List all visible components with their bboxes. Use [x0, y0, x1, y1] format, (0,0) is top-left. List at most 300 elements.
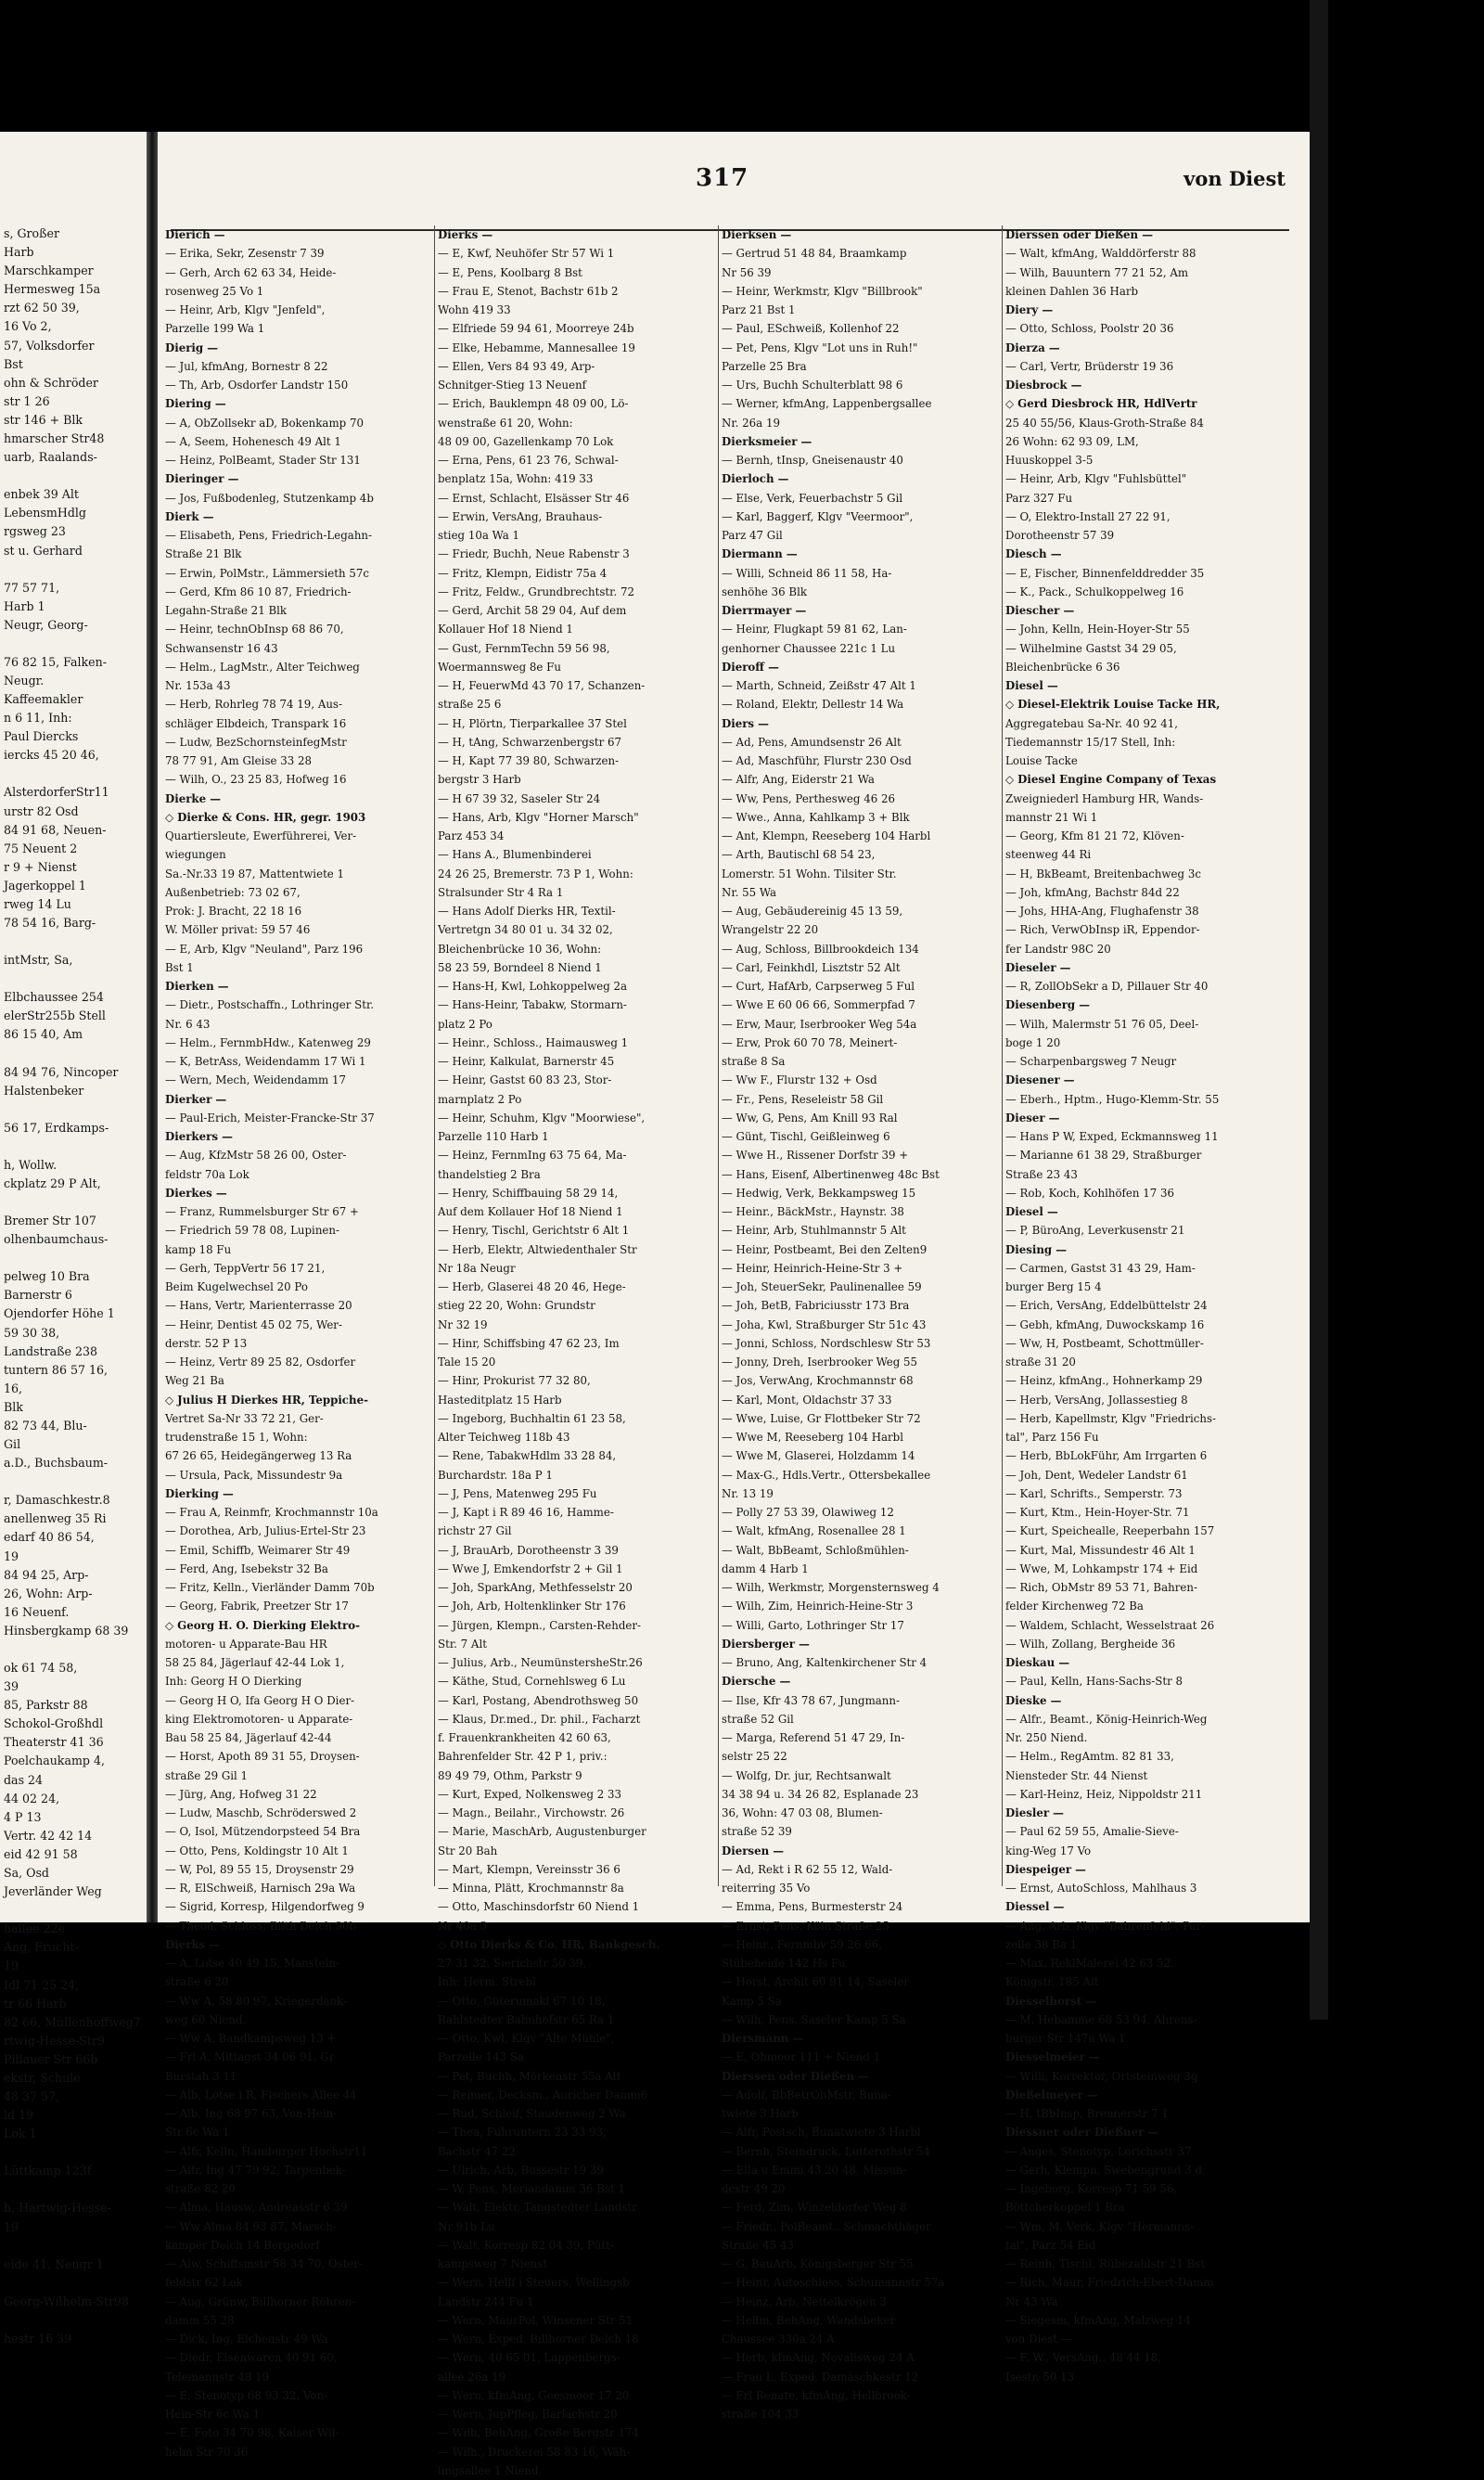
left-page-line: olhenbaumchaus- — [4, 1232, 109, 1247]
directory-entry-line: straße 104 33 — [722, 2408, 800, 2421]
directory-entry-line: — Paul 62 59 55, Amalie-Sieve- — [1005, 1825, 1179, 1839]
directory-entry-line: — Julius, Arb., NeumünstersheStr.26 — [438, 1656, 643, 1669]
directory-entry-line: Bachstr 47 22 — [438, 2144, 516, 2158]
directory-entry-line: Dieseler — — [1005, 960, 1071, 974]
directory-entry-line: — Ella u Emmi 43 20 48, Missun- — [722, 2163, 907, 2177]
left-page-line: ohn & Schröder — [4, 375, 98, 390]
directory-entry-line: Rahlstedter Bahnhofstr 65 Ra 1 — [438, 2012, 615, 2026]
directory-entry-line: — Joha, Kwl, Straßburger Str 51c 43 — [722, 1317, 927, 1331]
directory-entry-line: — Heinr, Gastst 60 83 23, Stor- — [438, 1073, 612, 1087]
directory-entry-line: — Heinr, Arb, Klgv "Fuhlsbüttel" — [1005, 472, 1187, 486]
directory-entry-line: helm Str 70 36 — [165, 2445, 249, 2459]
directory-entry-line: Stübeheide 142 Hs Fu — [722, 1957, 846, 1970]
directory-entry-line: — Heinz, FernmIng 63 75 64, Ma- — [438, 1149, 627, 1163]
directory-entry-line: Inh: Georg H O Dierking — [165, 1675, 302, 1689]
directory-entry-line: Bau 58 25 84, Jägerlauf 42-44 — [165, 1731, 332, 1744]
directory-entry-line: — Heinr., Schloss., Haimausweg 1 — [438, 1035, 629, 1049]
left-page-line: Lok 1 — [4, 2127, 37, 2141]
directory-entry-line: — Wern, Hellf i Steuers, Wellingsb — [438, 2276, 630, 2290]
directory-entry-line: — Ilse, Kfr 43 78 67, Jungmann- — [722, 1693, 900, 1707]
directory-entry-line: — Ulrich, Arb, Bussestr 19 39 — [438, 2163, 604, 2177]
directory-entry-line: Dierksmeier — — [722, 434, 812, 448]
left-page-line: Ojendorfer Höhe 1 — [4, 1306, 115, 1321]
left-page-line: Schokol-Großhdl — [4, 1716, 104, 1731]
directory-entry-line: — Wwe M, Reeseberg 104 Harbl — [722, 1431, 903, 1444]
directory-entry-line: — Hans A., Blumenbinderei — [438, 848, 592, 862]
directory-entry-line: Vertret Sa-Nr 33 72 21, Ger- — [165, 1411, 324, 1425]
directory-entry-line: mannstr 21 Wi 1 — [1005, 810, 1098, 824]
directory-entry-line: kleinen Dahlen 36 Harb — [1005, 284, 1139, 298]
left-page-line: das 24 — [4, 1772, 44, 1787]
left-page-line: Jeverländer Weg — [4, 1884, 102, 1899]
directory-entry-line: — Marga, Referend 51 47 29, In- — [722, 1731, 905, 1744]
directory-entry-line: — K., Pack., Schulkoppelweg 16 — [1005, 585, 1184, 598]
directory-entry-line: — E, Foto 34 70 98, Kaiser Wil- — [165, 2426, 339, 2440]
directory-entry-line: Dierig — — [165, 341, 219, 354]
directory-entry-line: Kamp 5 Sa — [722, 1994, 782, 2008]
directory-entry-line: straße 29 Gil 1 — [165, 1768, 249, 1782]
directory-entry-line: — Heinr, Flugkapt 59 81 62, Lan- — [722, 623, 907, 636]
directory-entry-line: — Dietr., Postschaffn., Lothringer Str. — [165, 998, 375, 1012]
directory-entry-line: Inh: Herm. Strebl — [438, 1975, 536, 1989]
directory-entry-line: — E, Kwf, Neuhöfer Str 57 Wi 1 — [438, 247, 615, 261]
left-page-line — [4, 2143, 143, 2162]
directory-entry-line: Parz 327 Fu — [1005, 491, 1073, 505]
left-page-line: Hinsbergkamp 68 39 — [4, 1623, 129, 1638]
directory-entry-line: — Heinr, Arb, Stuhlmannstr 5 Alt — [722, 1224, 906, 1238]
left-page-line: ekstr, Schule — [4, 2070, 81, 2085]
directory-entry-line: Dierza — — [1005, 341, 1060, 354]
directory-entry-line: — Wolfg, Dr. jur, Rechtsanwalt — [722, 1768, 891, 1782]
left-page-line — [4, 1100, 143, 1119]
left-page-line: n 6 11, Inh: — [4, 711, 72, 726]
directory-entry-line: — Helm., RegAmtm. 82 81 33, — [1005, 1750, 1174, 1764]
directory-entry-line: f. Frauenkrankheiten 42 60 63, — [438, 1731, 611, 1744]
directory-entry-line: benplatz 15a, Wohn: 419 33 — [438, 472, 594, 486]
directory-entry-line: — Heinr, Arb, Klgv "Jenfeld", — [165, 303, 326, 316]
directory-entry-line: — Ernst, AutoSchloss, Mahlhaus 3 — [1005, 1882, 1197, 1895]
directory-entry-line: — R, ElSchweiß, Harnisch 29a Wa — [165, 1882, 356, 1895]
directory-entry-line: selstr 25 22 — [722, 1750, 787, 1764]
directory-entry-line: — Marie, MaschArb, Augustenburger — [438, 1825, 646, 1839]
left-page-line: enbek 39 Alt — [4, 487, 79, 502]
directory-entry-line: Diesel — — [1005, 1205, 1058, 1218]
directory-entry-line: — Fritz, Feldw., Grundbrechtstr. 72 — [438, 585, 634, 598]
directory-entry-line: — Magn., Beilahr., Virchowstr. 26 — [438, 1806, 625, 1819]
page-header — [158, 164, 1310, 201]
left-page-line: Idl 71 25 24, — [4, 1977, 80, 1992]
left-page-line: 76 82 15, Falken- — [4, 654, 107, 669]
running-head: von Diest — [1183, 167, 1286, 190]
directory-entry-line: — Wwe J, Emkendorfstr 2 + Gil 1 — [438, 1561, 623, 1575]
directory-entry-line: — A, Seem, Hohenesch 49 Alt 1 — [165, 434, 341, 448]
directory-entry-line: — Scharpenbargsweg 7 Neugr — [1005, 1055, 1177, 1068]
directory-entry-line: Zweigniederl Hamburg HR, Wands- — [1005, 791, 1204, 805]
directory-entry-line: — Georg H O, Ifa Georg H O Dier- — [165, 1693, 355, 1707]
directory-entry-line: — Helm., LagMstr., Alter Teichweg — [165, 660, 360, 674]
directory-entry-line: — J, Kapt i R 89 46 16, Hamme- — [438, 1506, 614, 1519]
left-page-line: 39 — [4, 1679, 19, 1694]
directory-entry-line: — Heinz, Vertr 89 25 82, Osdorfer — [165, 1356, 356, 1368]
directory-entry-line: — Gust, FernmTechn 59 56 98, — [438, 641, 610, 655]
directory-entry-line: — Gerh, Klempn, Swebengrund 3 d — [1005, 2163, 1202, 2177]
directory-entry-line: — Gebh, kfmAng, Duwockskamp 16 — [1005, 1317, 1205, 1331]
directory-entry-line: — Hinr, Schiffsbing 47 62 23, Im — [438, 1336, 620, 1350]
directory-entry-line: Huuskoppel 3-5 — [1005, 454, 1094, 467]
directory-entry-line: — Wern, kfmAng, Geesmoor 17 20 — [438, 2388, 630, 2402]
directory-entry-line: Dierkers — — [165, 1130, 233, 1143]
directory-entry-line: kamper Deich 14 Bergedorf — [165, 2238, 320, 2252]
directory-entry-line: Dierken — — [165, 980, 229, 993]
directory-entry-line: ◇ Otto Dierks & Co. HR, Bankgesch. — [438, 1937, 660, 1951]
directory-entry-line: — Bruno, Ang, Kaltenkirchener Str 4 — [722, 1656, 928, 1669]
directory-entry-line: Diesener — — [1005, 1073, 1075, 1087]
directory-entry-line: — Aug, Grünw, Billhorner Röhren- — [165, 2294, 356, 2308]
left-page-line: Marschkamper — [4, 263, 94, 278]
directory-entry-line: thandelstieg 2 Bra — [438, 1167, 541, 1181]
directory-entry-line: — Ww A, Bandkampsweg 13 + — [165, 2032, 337, 2045]
directory-entry-line: — F. W., VersAng., 48 44 18, — [1005, 2351, 1162, 2365]
left-page-line: Bremer Str 107 — [4, 1214, 96, 1228]
directory-entry-line: — Erw, Maur, Iserbrooker Weg 54a — [722, 1017, 917, 1031]
directory-entry-line: rosenweg 25 Vo 1 — [165, 284, 264, 298]
directory-entry-line: — Friedrich 59 78 08, Lupinen- — [165, 1224, 339, 1238]
left-page-line: hallee 22e — [4, 1921, 66, 1936]
directory-entry-line: Diers — — [722, 716, 769, 730]
directory-entry-line: — Aug, Schloss, Billbrookdeich 134 — [722, 942, 919, 956]
directory-entry-line: stieg 10a Wa 1 — [438, 529, 520, 542]
directory-entry-line: — Arth, Bautischl 68 54 23, — [722, 848, 876, 862]
directory-entry-line: — P, BüroAng, Leverkusenstr 21 — [1005, 1224, 1185, 1238]
left-page-line: 84 94 76, Nincoper — [4, 1064, 119, 1079]
directory-entry-line: Straße 23 43 — [1005, 1167, 1078, 1181]
directory-entry-line: — Walt, BbBeamt, Schloßmühlen- — [722, 1543, 909, 1557]
directory-column-4 — [1005, 225, 1298, 2386]
directory-entry-line: Dierkes — — [165, 1186, 227, 1200]
directory-entry-line: — Alb, Ing 68 97 63, Von-Hein- — [165, 2107, 338, 2120]
directory-entry-line: Tiedemannstr 15/17 Stell, Inh: — [1005, 735, 1176, 749]
left-page-fragment — [0, 132, 147, 2345]
directory-entry-line: Woermannsweg 8e Fu — [438, 660, 561, 674]
directory-entry-line: Diesel — — [1005, 679, 1058, 692]
directory-entry-line: — Georg, Fabrik, Preetzer Str 17 — [165, 1600, 349, 1613]
directory-entry-line: — Johs, HHA-Ang, Flughafenstr 38 — [1005, 905, 1199, 918]
directory-entry-line: — Hans Adolf Dierks HR, Textil- — [438, 905, 616, 918]
directory-entry-line: — Herb, Glaserei 48 20 46, Hege- — [438, 1280, 626, 1293]
directory-entry-line: von Diest — — [1005, 2332, 1072, 2345]
directory-entry-line: ◇ Diesel Engine Company of Texas — [1005, 773, 1217, 787]
directory-entry-line: — Minna, Plätt, Krochmannstr 8a — [438, 1882, 624, 1895]
directory-entry-line: — Willi, Korrektor, Ortsteinweg 3g — [1005, 2069, 1198, 2083]
left-page-line: Jagerkoppel 1 — [4, 878, 86, 893]
directory-entry-line: — John, Kelln, Hein-Hoyer-Str 55 — [1005, 623, 1190, 636]
left-page-line: 19 — [4, 2219, 19, 2234]
directory-entry-line: — Herb, VersAng, Jollassestieg 8 — [1005, 1393, 1188, 1407]
directory-entry-line: richstr 27 Gil — [438, 1524, 512, 1538]
directory-entry-line: — Jos, VerwAng, Krochmannstr 68 — [722, 1374, 914, 1388]
directory-entry-line: Alter Teichweg 118b 43 — [438, 1431, 570, 1444]
directory-entry-line: Niensteder Str. 44 Nienst — [1005, 1768, 1148, 1782]
directory-entry-line: — Helm., FernmbHdw., Katenweg 29 — [165, 1035, 371, 1049]
directory-entry-line: tal", Parz 156 Fu — [1005, 1431, 1099, 1444]
directory-entry-line: — Curt, HafArb, Carpserweg 5 Ful — [722, 980, 915, 993]
left-page-line: h, Wollw. — [4, 1157, 58, 1172]
directory-entry-line: — Alfr, Ang, Eiderstr 21 Wa — [722, 773, 875, 787]
directory-entry-line: — Ludw, BezSchornsteinfegMstr — [165, 735, 347, 749]
directory-entry-line: — Wwe H., Rissener Dorfstr 39 + — [722, 1149, 909, 1163]
directory-entry-line: Parz 21 Bst 1 — [722, 303, 796, 316]
directory-entry-line: — Anges, Stenotyp, Lorichsstr 37 — [1005, 2144, 1192, 2158]
directory-entry-line: — Joh, Dent, Wedeler Landstr 61 — [1005, 1468, 1188, 1482]
left-page-line — [4, 2180, 143, 2199]
directory-entry-line: — Alma, Hausw, Andreasstr 6 39 — [165, 2201, 348, 2215]
directory-entry-line: Straße 21 Blk — [165, 547, 242, 561]
directory-entry-line: Diesler — — [1005, 1806, 1064, 1819]
left-page-line: elerStr255b Stell — [4, 1009, 106, 1023]
directory-entry-line: motoren- u Apparate-Bau HR — [165, 1637, 327, 1651]
left-page-line: 85, Parkstr 88 — [4, 1698, 88, 1713]
directory-entry-line: 58 23 59, Borndeel 8 Niend 1 — [438, 960, 602, 974]
directory-entry-line: — Henry, Schiffbauing 58 29 14, — [438, 1186, 619, 1200]
directory-entry-line: — Walt, Korresp 82 04 39, Pütt- — [438, 2238, 614, 2252]
directory-entry-line: — Herb, Rohrleg 78 74 19, Aus- — [165, 698, 342, 712]
directory-entry-line: Diessner oder Dießner — — [1005, 2126, 1159, 2139]
left-page-line: 16, — [4, 1381, 23, 1395]
directory-entry-line: — Werner, kfmAng, Lappenbergsallee — [722, 397, 932, 411]
directory-entry-line: straße 52 39 — [722, 1825, 792, 1839]
directory-entry-line: Diespeiger — — [1005, 1862, 1086, 1876]
directory-entry-line: — Heinz, Arb, Nettelkrögen 3 — [722, 2294, 887, 2308]
left-page-line — [4, 970, 143, 988]
directory-entry-line: — Rob, Koch, Kohlhöfen 17 36 — [1005, 1186, 1175, 1200]
directory-entry-line: 27 31 32, Sierichstr 50 39, — [438, 1957, 587, 1970]
left-page-line: Sa, Osd — [4, 1866, 49, 1881]
directory-entry-line: — Eberh., Hptm., Hugo-Klemm-Str. 55 — [1005, 1092, 1220, 1106]
directory-entry-line: — Pet, Buchh, Mörkenstr 55a Alt — [438, 2069, 621, 2083]
directory-entry-line: — Rud, Schleif, Staudenweg 2 Wa — [438, 2107, 626, 2120]
left-page-line — [4, 2274, 143, 2293]
left-page-line: 16 Vo 2, — [4, 319, 52, 334]
directory-entry-line: — Heinr., BäckMstr., Haynstr. 38 — [722, 1205, 904, 1218]
directory-entry-line: Parzelle 25 Bra — [722, 359, 807, 373]
left-page-line — [4, 1472, 143, 1491]
directory-entry-line: — Alfr, Postsch, Bunatwiete 3 Harbl — [722, 2126, 921, 2139]
directory-entry-line: — Karl-Heinz, Heiz, Nippoldstr 211 — [1005, 1787, 1203, 1801]
directory-entry-line: — Wilh, Bauuntern 77 21 52, Am — [1005, 265, 1189, 279]
directory-entry-line: 89 49 79, Othm, Parkstr 9 — [438, 1768, 582, 1782]
directory-entry-line: — Carl, Feinkhdl, Lisztstr 52 Alt — [722, 960, 901, 974]
directory-entry-line: — Reimer, Decksm., Auricher Damm6 — [438, 2088, 648, 2101]
directory-entry-line: — Gerd, Archit 58 29 04, Auf dem — [438, 604, 627, 617]
directory-entry-line: steenweg 44 Ri — [1005, 848, 1092, 862]
directory-entry-line: Nr 56 39 — [722, 265, 772, 279]
directory-entry-line: — Ww, G, Pens, Am Knill 93 Ral — [722, 1111, 898, 1124]
directory-entry-line: Dierrmayer — — [722, 604, 807, 617]
directory-entry-line: Tale 15 20 — [438, 1356, 496, 1368]
directory-entry-line: Diersmann — — [722, 2032, 804, 2045]
directory-entry-line: — Joh, SparkAng, Methfesselstr 20 — [438, 1581, 633, 1594]
left-page-line: tr 66 Harb — [4, 1996, 67, 2011]
directory-entry-line: — Klaus, Dr.med., Dr. phil., Facharzt — [438, 1712, 641, 1726]
directory-entry-line: ◇ Gerd Diesbrock HR, HdlVertr — [1005, 397, 1197, 411]
left-page-line: h, Hartwig-Hesse- — [4, 2201, 111, 2216]
directory-entry-line: Bst 1 — [165, 960, 194, 974]
left-page-line: LebensmHdlg — [4, 506, 86, 520]
left-page-line: str 146 + Blk — [4, 412, 83, 427]
directory-entry-line: Diesenberg — — [1005, 998, 1091, 1012]
directory-entry-line: straße 25 6 — [438, 698, 502, 712]
directory-entry-line: reiterring 35 Vo — [722, 1882, 811, 1895]
directory-entry-line: Isestr. 50 13 — [1005, 2370, 1075, 2384]
directory-entry-line: — Kurt, Mal, Missundestr 46 Alt 1 — [1005, 1543, 1196, 1557]
directory-entry-line: Wrangelstr 22 20 — [722, 923, 819, 937]
directory-entry-line: — Günt, Tischl, Geißleinweg 6 — [722, 1130, 890, 1143]
directory-entry-line: 67 26 65, Heidegängerweg 13 Ra — [165, 1449, 352, 1463]
directory-entry-line: — Kurt, Ktm., Hein-Hoyer-Str. 71 — [1005, 1506, 1190, 1519]
left-page-line — [4, 765, 143, 783]
directory-entry-line: — H, tAng, Schwarzenbergstr 67 — [438, 735, 622, 749]
directory-entry-line: — G, BauArb, Königsberger Str 55 — [722, 2257, 914, 2270]
directory-entry-line: — Kurt, Speichealle, Reeperbahn 157 — [1005, 1524, 1215, 1538]
directory-entry-line: Wohn 419 33 — [438, 303, 511, 316]
directory-entry-line: — Max, ReklMalerei 42 63 52, — [1005, 1957, 1174, 1970]
directory-entry-line: — Erwin, VersAng, Brauhaus- — [438, 509, 603, 523]
left-page-line: 86 15 40, Am — [4, 1027, 83, 1042]
left-page-line: r 9 + Nienst — [4, 859, 77, 874]
directory-entry-line: Sa.-Nr.33 19 87, Mattentwiete 1 — [165, 867, 345, 880]
directory-entry-line: wenstraße 61 20, Wohn: — [438, 416, 573, 430]
directory-entry-line: Außenbetrieb: 73 02 67, — [165, 885, 301, 899]
directory-entry-line: — Rich, VerwObInsp iR, Eppendor- — [1005, 923, 1200, 937]
directory-entry-line: — E, Arb, Klgv "Neuland", Parz 196 — [165, 942, 364, 956]
directory-entry-line: Nr. 26a 19 — [722, 416, 780, 430]
directory-entry-line: Chaussee 330a 24 A — [722, 2332, 835, 2345]
directory-entry-line: — Elfriede 59 94 61, Moorreye 24b — [438, 322, 634, 336]
directory-entry-line: — Franz, Rummelsburger Str 67 + — [165, 1205, 359, 1218]
directory-entry-line: — Paul, Kelln, Hans-Sachs-Str 8 — [1005, 1675, 1183, 1689]
directory-entry-line: Diery — — [1005, 303, 1054, 316]
directory-entry-line: — H, Plörtn, Tierparkallee 37 Stel — [438, 716, 627, 730]
directory-entry-line: Diering — — [165, 397, 226, 411]
left-page-line: 44 02 24, — [4, 1791, 60, 1805]
directory-entry-line: — Wilh, BehAng, Große Bergstr 174 — [438, 2426, 639, 2440]
directory-entry-line: — E, Fischer, Binnenfelddredder 35 — [1005, 566, 1205, 580]
directory-entry-line: — Wilh, Malermstr 51 76 05, Deel- — [1005, 1017, 1199, 1031]
left-page-line: 77 57 71, — [4, 580, 60, 595]
directory-entry-line: marnplatz 2 Po — [438, 1092, 522, 1106]
left-page-line: 26, Wohn: Arp- — [4, 1586, 93, 1600]
directory-entry-line: kampsweg 7 Nienst — [438, 2257, 548, 2270]
directory-entry-line: Schnitger-Stieg 13 Neuenf — [438, 379, 587, 392]
directory-entry-line: — Rich, ObMstr 89 53 71, Bahren- — [1005, 1581, 1197, 1594]
directory-entry-line: — Ingeborg, Korresp 71 59 56, — [1005, 2182, 1178, 2195]
directory-entry-line: — Heinz, PolBeamt, Stader Str 131 — [165, 454, 361, 467]
directory-entry-line: allee 26a 19 — [438, 2370, 506, 2384]
directory-entry-line: — Heinr, Werkmstr, Klgv "Billbrook" — [722, 284, 923, 298]
left-page-line: Kaffeemakler — [4, 692, 83, 707]
left-page-line — [4, 1249, 143, 1267]
directory-entry-line: — Otto, Schloss, Poolstr 20 36 — [1005, 322, 1174, 336]
left-page-line: Georg-Wilhelm-Str98 — [4, 2294, 130, 2308]
directory-entry-line: Nr. 153a 43 — [165, 679, 231, 692]
directory-entry-line: — Max-G., Hdls.Vertr., Ottersbekallee — [722, 1468, 931, 1482]
directory-entry-line: — Alb, Lotse i R, Fischers Allee 44 — [165, 2088, 357, 2101]
directory-entry-line: Hein-Str 6c Wa 1 — [165, 2408, 261, 2421]
page-number: 317 — [696, 164, 749, 192]
directory-entry-line: Dierssen oder Dießen — — [1005, 228, 1154, 241]
directory-entry-line: — Th, Arb, Osdorfer Landstr 150 — [165, 379, 349, 392]
directory-entry-line: Dierker — — [165, 1092, 227, 1106]
directory-page — [158, 132, 1310, 2477]
left-page-line: ok 61 74 58, — [4, 1661, 78, 1675]
directory-entry-line: — Hans, Vertr, Marienterrasse 20 — [165, 1299, 352, 1313]
directory-entry-line: Parz 453 34 — [438, 829, 505, 842]
directory-entry-line: Nr 32 19 — [438, 1317, 488, 1331]
left-page-line: intMstr, Sa, — [4, 953, 73, 968]
left-page-line — [4, 1193, 143, 1212]
directory-entry-line: — Joh, kfmAng, Bachstr 84d 22 — [1005, 885, 1180, 899]
directory-entry-line: — Rene, TabakwHdlm 33 28 84, — [438, 1449, 617, 1463]
directory-entry-line: — Heinr, Kalkulat, Barnerstr 45 — [438, 1055, 615, 1068]
directory-entry-line: — H, Kapt 77 39 80, Schwarzen- — [438, 754, 620, 767]
directory-entry-line: lingsallee 1 Niend. — [438, 2463, 543, 2477]
directory-entry-line: — Pet, Pens, Klgv "Lot uns in Ruh!" — [722, 341, 918, 354]
directory-entry-line: — M, Hebamme 68 53 94, Ahrens- — [1005, 2012, 1197, 2026]
directory-entry-line: — Hans-Heinr, Tabakw, Stormarn- — [438, 998, 627, 1012]
directory-entry-line: Bleichenbrücke 10 36, Wohn: — [438, 942, 602, 956]
directory-entry-line: — Hans P W, Exped, Eckmannsweg 11 — [1005, 1130, 1219, 1143]
directory-entry-line: — Jul, kfmAng, Bornestr 8 22 — [165, 359, 328, 373]
directory-entry-line: — Jonni, Schloss, Nordschlesw Str 53 — [722, 1336, 931, 1350]
directory-entry-line: — Herb, kfmAng, Novalisweg 24 A — [722, 2351, 915, 2365]
directory-entry-line: — Wern, MaurPol, Winsener Str 51 — [438, 2313, 633, 2327]
directory-entry-line: Diersen — — [722, 1844, 785, 1857]
directory-entry-line: — Sigrid, Korresp, Hilgendorfweg 9 — [165, 1900, 365, 1914]
directory-entry-line: — Wwe., Anna, Kahlkamp 3 + Blk — [722, 810, 910, 824]
directory-entry-line: — Ww F., Flurstr 132 + Osd — [722, 1073, 877, 1087]
left-page-line: Barnerstr 6 — [4, 1288, 72, 1303]
directory-entry-line: — Erwin, PolMstr., Lämmersieth 57c — [165, 566, 369, 580]
directory-entry-line: — Bernh, Steindruck, Lutterothstr 54 — [722, 2144, 930, 2158]
directory-entry-line: — Herb, Kapellmstr, Klgv "Friedrichs- — [1005, 1411, 1217, 1425]
directory-entry-line: — W, Pol, 89 55 15, Droysenstr 29 — [165, 1862, 354, 1876]
directory-entry-line: — Herb, BbLokFühr, Am Irrgarten 6 — [1005, 1449, 1208, 1463]
directory-entry-line: burger Str 147a Wa 1 — [1005, 2032, 1126, 2045]
directory-entry-line: Lomerstr. 51 Wohn. Tilsiter Str. — [722, 867, 897, 880]
directory-entry-line: — Hinr, Prokurist 77 32 80, — [438, 1374, 591, 1388]
directory-entry-line: — Wwe M, Glaserei, Holzdamm 14 — [722, 1449, 915, 1463]
left-page-line: Blk — [4, 1399, 23, 1414]
left-page-line — [4, 635, 143, 653]
left-page-line: 16 Neuenf. — [4, 1604, 70, 1619]
directory-entry-line: — Gertrud 51 48 84, Braamkamp — [722, 247, 907, 261]
directory-entry-line: — Theod, Schloss, Bilth Deich 90b — [165, 1919, 356, 1933]
left-page-line: urstr 82 Osd — [4, 803, 79, 818]
directory-entry-line: Weg 21 Ba — [165, 1374, 224, 1388]
directory-entry-line: Parzelle 143 Sa — [438, 2050, 524, 2064]
directory-entry-line: W. Möller privat: 59 57 46 — [165, 923, 311, 937]
scan-edge — [1310, 0, 1328, 2020]
directory-entry-line: — Heinr., Fernmbv 59 26 66, — [722, 1937, 882, 1951]
left-page-line: Neugr, Georg- — [4, 617, 88, 632]
directory-entry-line: ◇ Georg H. O. Dierking Elektro- — [165, 1618, 360, 1632]
directory-entry-line: — Heinr, Dentist 45 02 75, Wer- — [165, 1317, 342, 1331]
directory-entry-line: — Carmen, Gastst 31 43 29, Ham- — [1005, 1261, 1196, 1275]
left-page-line — [4, 1137, 143, 1156]
directory-entry-line: destr 49 20 — [722, 2182, 786, 2195]
directory-entry-line: — Waldem, Schlacht, Wesselstraat 26 — [1005, 1618, 1215, 1632]
directory-entry-line: ◇ Julius H Dierkes HR, Teppiche- — [165, 1393, 368, 1407]
